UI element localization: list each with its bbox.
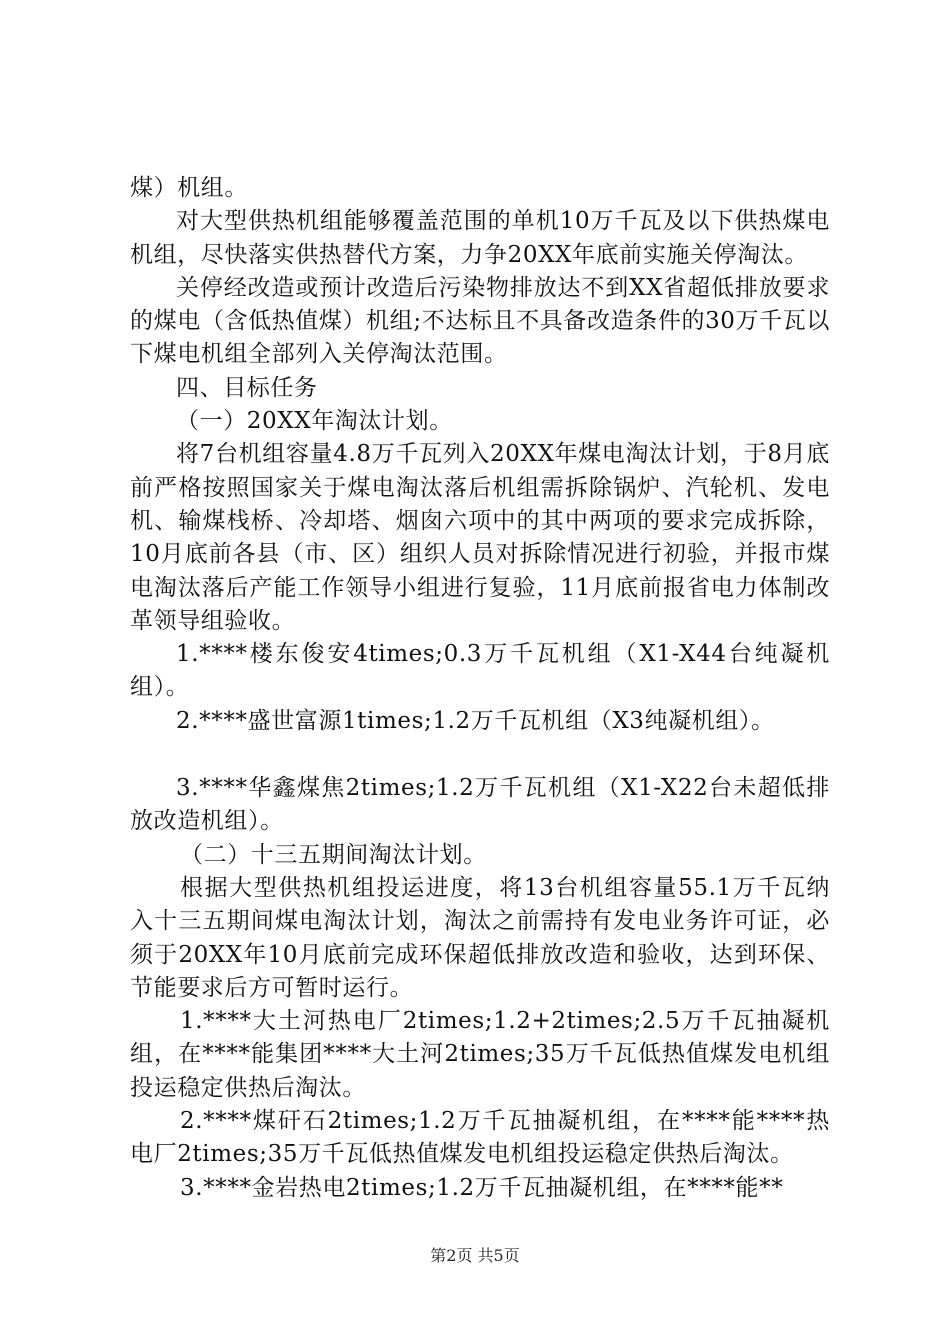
section-heading-targets: 四、目标任务: [176, 374, 318, 401]
subsection-heading-five-year-plan: （二）十三五期间淘汰计划。: [180, 841, 487, 868]
list-item-five-year-2: 2.****煤矸石2times;1.2万千瓦抽凝机组，在****能****热电厂2times;35万千瓦低热值煤发电机组投运稳定供热后淘汰。: [130, 1108, 830, 1168]
page-number-label: 第2页 共5页: [430, 1246, 520, 1265]
paragraph-five-year-plan: 根据大型供热机组投运进度，将13台机组容量55.1万千瓦纳入十三五期间煤电淘汰计划，淘汰之前需持有发电业务许可证，必须于20XX年10月底前完成环保超低排放改造和验收，达到环保、节能要求后方可暂时运行。: [130, 874, 830, 1001]
paragraph-heat-replacement: 对大型供热机组能够覆盖范围的单机10万千瓦及以下供热煤电机组，尽快落实供热替代方案，力争20XX年底前实施关停淘汰。: [130, 208, 830, 268]
paragraph-annual-plan: 将7台机组容量4.8万千瓦列入20XX年煤电淘汰计划，于8月底前严格按照国家关于煤电淘汰落后机组需拆除锅炉、汽轮机、发电机、输煤栈桥、冷却塔、烟囱六项中的其中两项的要求完成拆除，10月底前各县（市、区）组织人员对拆除情况进行初验，并报市煤电淘汰落后产能工作领导小组进行复验，11月底前报省电力体制改革领导组验收。: [130, 441, 830, 634]
list-item-annual-2: 2.****盛世富源1times;1.2万千瓦机组（X3纯凝机组）。: [176, 707, 775, 734]
document-body: [130, 172, 830, 1205]
subsection-heading-annual-plan: （一）20XX年淘汰计划。: [176, 408, 453, 435]
list-item-five-year-1: 1.****大土河热电厂2times;1.2+2times;2.5万千瓦抽凝机组，在****能集团****大土河2times;35万千瓦低热值煤发电机组投运稳定供热后淘汰。: [130, 1008, 830, 1101]
paragraph-shutdown-scope: 关停经改造或预计改造后污染物排放达不到XX省超低排放要求的煤电（含低热值煤）机组;不达标且不具备改造条件的30万千瓦以下煤电机组全部列入关停淘汰范围。: [130, 274, 830, 368]
list-item-five-year-3: 3.****金岩热电2times;1.2万千瓦抽凝机组，在****能**: [180, 1174, 784, 1201]
page-footer: [0, 1246, 950, 1266]
list-item-annual-1: 1.****楼东俊安4times;0.3万千瓦机组（X1-X44台纯凝机组）。: [130, 641, 830, 701]
list-item-annual-3: 3.****华鑫煤焦2times;1.2万千瓦机组（X1-X22台未超低排放改造机组）。: [130, 775, 830, 835]
paragraph-continuation: 煤）机组。: [130, 175, 248, 201]
